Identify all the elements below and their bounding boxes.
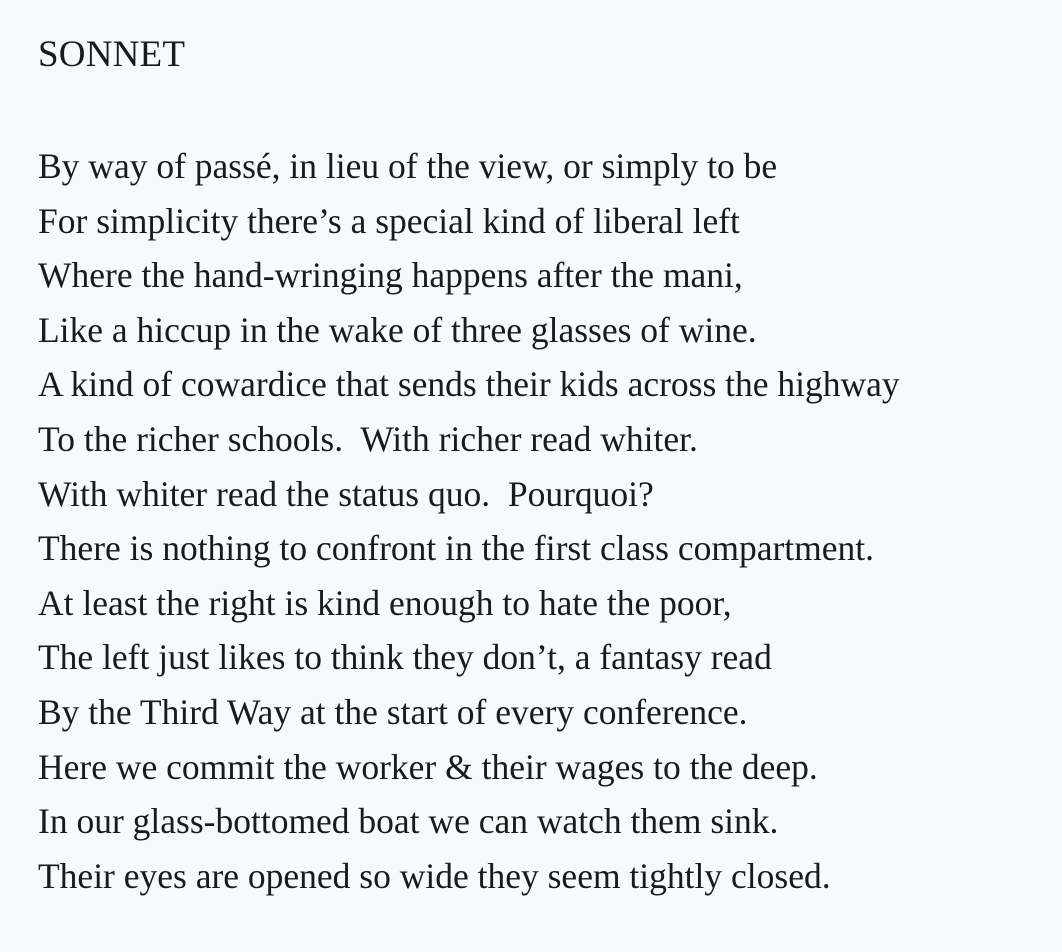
poem-body — [38, 139, 900, 903]
poem-line: Like a hiccup in the wake of three glasses of wine. — [38, 309, 757, 350]
poem-line: The left just likes to think they don’t, a fantasy read — [38, 637, 772, 678]
poem-line: Where the hand-wringing happens after the mani, — [38, 255, 743, 296]
poem-line: By the Third Way at the start of every conference. — [38, 691, 748, 732]
poem-line: To the richer schools. With richer read whiter. — [38, 418, 698, 459]
poem-line: At least the right is kind enough to hate the poor, — [38, 582, 732, 623]
poem-line: Their eyes are opened so wide they seem tightly closed. — [38, 855, 831, 896]
poem-line: With whiter read the status quo. Pourquoi? — [38, 473, 654, 514]
poem-line: Here we commit the worker & their wages to the deep. — [38, 746, 818, 787]
poem-line: In our glass-bottomed boat we can watch them sink. — [38, 801, 779, 842]
poem-title: SONNET — [38, 34, 186, 75]
poem-line: There is nothing to confront in the first class compartment. — [38, 528, 875, 569]
poem-line: By way of passé, in lieu of the view, or simply to be — [38, 146, 778, 186]
poem-line: A kind of cowardice that sends their kids across the highway — [38, 364, 900, 405]
poem-line: For simplicity there’s a special kind of liberal left — [38, 200, 740, 241]
